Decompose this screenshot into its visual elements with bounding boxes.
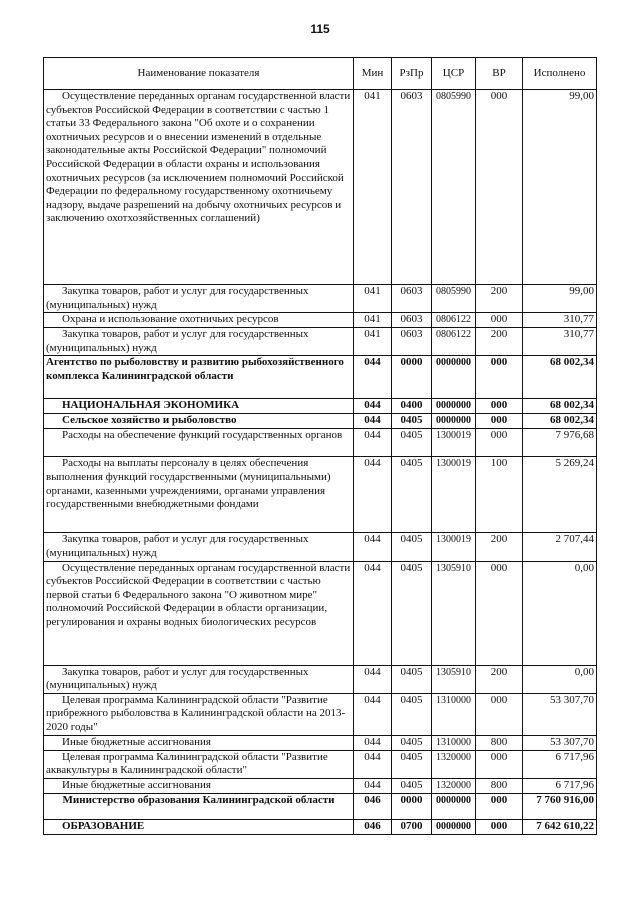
row-rzpr: 0405: [392, 665, 432, 693]
row-min: 044: [354, 750, 392, 778]
table-row: [44, 429, 597, 457]
row-rzpr: 0405: [392, 561, 432, 665]
row-min: 044: [354, 778, 392, 793]
row-min: 044: [354, 665, 392, 693]
table-row: [44, 457, 597, 533]
row-name: Расходы на обеспечение функций государственных органов: [44, 429, 354, 457]
row-csr: 1320000: [432, 778, 476, 793]
row-done: 68 002,34: [523, 399, 597, 414]
table-row: [44, 414, 597, 429]
row-vr: 800: [476, 735, 523, 750]
row-csr: 0805990: [432, 285, 476, 313]
row-name: Закупка товаров, работ и услуг для государственных (муниципальных) нужд: [44, 665, 354, 693]
page-number: 115: [310, 22, 330, 36]
row-rzpr: 0400: [392, 399, 432, 414]
row-min: 044: [354, 533, 392, 561]
row-csr: 0000000: [432, 356, 476, 399]
row-name: Сельское хозяйство и рыболовство: [44, 414, 354, 429]
row-rzpr: 0405: [392, 533, 432, 561]
row-done: 68 002,34: [523, 356, 597, 399]
row-done: 6 717,96: [523, 778, 597, 793]
table-row: [44, 285, 597, 313]
header-done: Исполнено: [523, 58, 597, 90]
row-name: Расходы на выплаты персоналу в целях обеспечения выполнения функций государственными (муниципальными) органами, казенными учреждениями, органами управления государственными внебюджетными фондами: [44, 457, 354, 533]
row-csr: 0000000: [432, 793, 476, 819]
row-rzpr: 0405: [392, 778, 432, 793]
row-csr: 0000000: [432, 399, 476, 414]
row-vr: 100: [476, 457, 523, 533]
row-done: 53 307,70: [523, 693, 597, 735]
table-row: [44, 693, 597, 735]
row-csr: 1305910: [432, 561, 476, 665]
row-vr: 200: [476, 328, 523, 356]
row-name: Осуществление переданных органам государственной власти субъектов Российской Федерации в соответствии с частью первой статьи 6 Федерального закона "О животном мире" полномочий Российской Федерации в области организации, регулирования и охраны водных биологических ресурсов: [44, 561, 354, 665]
row-name: Закупка товаров, работ и услуг для государственных (муниципальных) нужд: [44, 285, 354, 313]
row-vr: 200: [476, 665, 523, 693]
row-min: 044: [354, 693, 392, 735]
row-min: 044: [354, 457, 392, 533]
header-csr: ЦСР: [432, 58, 476, 90]
row-vr: 000: [476, 693, 523, 735]
row-csr: 0805990: [432, 90, 476, 285]
row-csr: 0806122: [432, 313, 476, 328]
table-row: [44, 750, 597, 778]
row-csr: 1305910: [432, 665, 476, 693]
row-rzpr: 0000: [392, 793, 432, 819]
row-done: 6 717,96: [523, 750, 597, 778]
row-name: Целевая программа Калининградской области "Развитие прибрежного рыболовства в Калининградской области на 2013-2020 годы": [44, 693, 354, 735]
row-done: 7 642 610,22: [523, 819, 597, 834]
table-row: [44, 778, 597, 793]
row-rzpr: 0405: [392, 414, 432, 429]
row-vr: 800: [476, 778, 523, 793]
row-name: Осуществление переданных органам государственной власти субъектов Российской Федерации в соответствии с частью 1 статьи 33 Федерального закона "Об охоте и о сохранении охотничьих ресурсов и о внесении изменений в отдельные законодательные акты Российской Федерации" полномочий Российской Федерации в области охраны и использования охотничьих ресурсов (за исключением полномочий Российской Федерации по федеральному государственному охотничьему надзору, выдаче разрешений на добычу охотничьих ресурсов и заключению охотхозяйственных соглашений): [44, 90, 354, 285]
table-row: [44, 533, 597, 561]
row-csr: 1320000: [432, 750, 476, 778]
row-min: 046: [354, 819, 392, 834]
row-done: 7 976,68: [523, 429, 597, 457]
row-rzpr: 0405: [392, 429, 432, 457]
row-vr: 000: [476, 414, 523, 429]
row-vr: 000: [476, 793, 523, 819]
row-csr: 1300019: [432, 533, 476, 561]
table-row: [44, 90, 597, 285]
row-name: Закупка товаров, работ и услуг для государственных (муниципальных) нужд: [44, 328, 354, 356]
row-csr: 0806122: [432, 328, 476, 356]
row-done: 310,77: [523, 328, 597, 356]
row-done: 7 760 916,00: [523, 793, 597, 819]
row-done: 0,00: [523, 561, 597, 665]
row-csr: 1310000: [432, 735, 476, 750]
row-rzpr: 0603: [392, 328, 432, 356]
table-row: [44, 793, 597, 819]
row-csr: 1300019: [432, 429, 476, 457]
row-vr: 000: [476, 750, 523, 778]
row-name: НАЦИОНАЛЬНАЯ ЭКОНОМИКА: [44, 399, 354, 414]
table-row: [44, 356, 597, 399]
row-min: 041: [354, 285, 392, 313]
budget-execution-table: [43, 57, 597, 835]
row-rzpr: 0603: [392, 90, 432, 285]
row-min: 046: [354, 793, 392, 819]
row-rzpr: 0405: [392, 693, 432, 735]
row-min: 044: [354, 561, 392, 665]
row-name: Охрана и использование охотничьих ресурсов: [44, 313, 354, 328]
header-name: Наименование показателя: [44, 58, 354, 90]
row-min: 041: [354, 328, 392, 356]
row-name: Агентство по рыболовству и развитию рыбохозяйственного комплекса Калининградской области: [44, 356, 354, 399]
row-name: Министерство образования Калининградской области: [44, 793, 354, 819]
row-vr: 200: [476, 285, 523, 313]
row-done: 99,00: [523, 90, 597, 285]
row-rzpr: 0700: [392, 819, 432, 834]
row-csr: 1310000: [432, 693, 476, 735]
table-row: [44, 561, 597, 665]
row-vr: 200: [476, 533, 523, 561]
row-done: 53 307,70: [523, 735, 597, 750]
row-min: 044: [354, 735, 392, 750]
row-rzpr: 0405: [392, 457, 432, 533]
row-done: 0,00: [523, 665, 597, 693]
header-row: [44, 58, 597, 90]
row-done: 2 707,44: [523, 533, 597, 561]
table-row: [44, 313, 597, 328]
row-vr: 000: [476, 561, 523, 665]
row-rzpr: 0000: [392, 356, 432, 399]
row-name: ОБРАЗОВАНИЕ: [44, 819, 354, 834]
row-csr: 0000000: [432, 414, 476, 429]
table-row: [44, 665, 597, 693]
row-min: 044: [354, 429, 392, 457]
row-vr: 000: [476, 819, 523, 834]
row-rzpr: 0603: [392, 285, 432, 313]
row-done: 5 269,24: [523, 457, 597, 533]
table-row: [44, 735, 597, 750]
row-rzpr: 0405: [392, 750, 432, 778]
row-rzpr: 0405: [392, 735, 432, 750]
row-min: 041: [354, 90, 392, 285]
row-vr: 000: [476, 429, 523, 457]
row-min: 041: [354, 313, 392, 328]
row-vr: 000: [476, 90, 523, 285]
row-done: 99,00: [523, 285, 597, 313]
row-done: 310,77: [523, 313, 597, 328]
row-name: Иные бюджетные ассигнования: [44, 735, 354, 750]
row-name: Закупка товаров, работ и услуг для государственных (муниципальных) нужд: [44, 533, 354, 561]
row-name: Целевая программа Калининградской области "Развитие аквакультуры в Калининградской области": [44, 750, 354, 778]
row-vr: 000: [476, 313, 523, 328]
row-name: Иные бюджетные ассигнования: [44, 778, 354, 793]
table-row: [44, 328, 597, 356]
row-min: 044: [354, 399, 392, 414]
header-min: Мин: [354, 58, 392, 90]
row-min: 044: [354, 414, 392, 429]
row-vr: 000: [476, 399, 523, 414]
row-vr: 000: [476, 356, 523, 399]
row-min: 044: [354, 356, 392, 399]
table-row: [44, 819, 597, 834]
row-csr: 0000000: [432, 819, 476, 834]
row-done: 68 002,34: [523, 414, 597, 429]
row-csr: 1300019: [432, 457, 476, 533]
header-vr: ВР: [476, 58, 523, 90]
header-rzpr: РзПр: [392, 58, 432, 90]
table-row: [44, 399, 597, 414]
row-rzpr: 0603: [392, 313, 432, 328]
